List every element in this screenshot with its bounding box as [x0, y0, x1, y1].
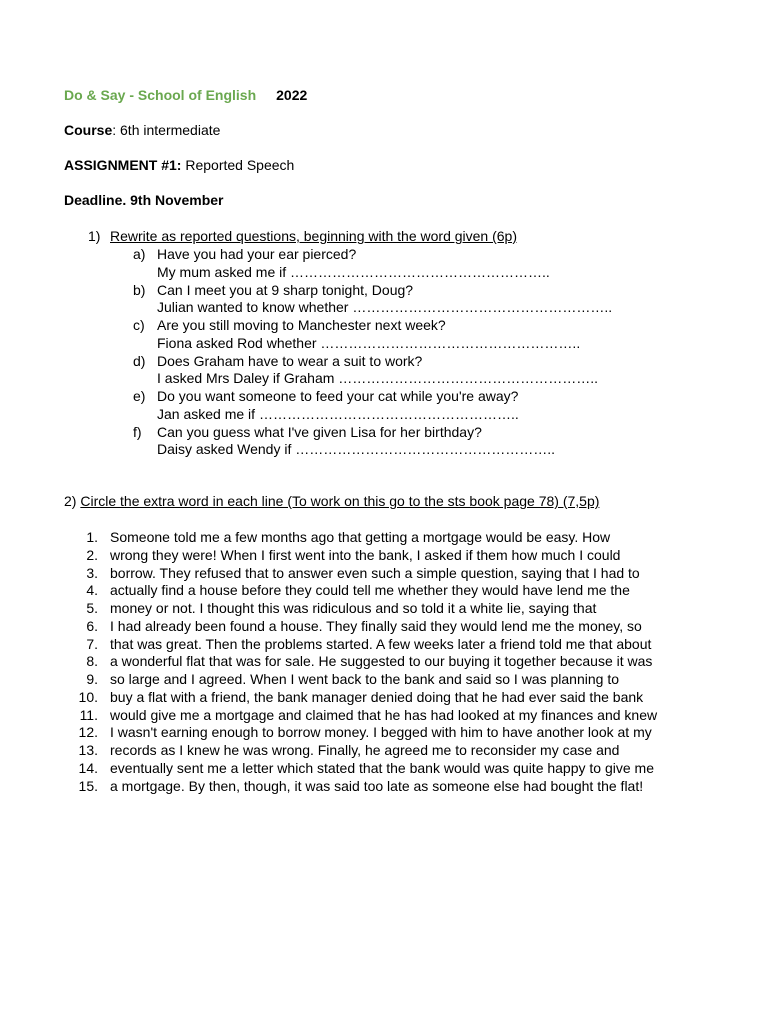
question-text: Are you still moving to Manchester next week? — [157, 317, 446, 333]
line-number: 15. — [78, 777, 98, 794]
assignment-label: ASSIGNMENT #1: — [64, 157, 182, 173]
line-text: buy a flat with a friend, the bank manager denied doing that he had ever said the bank — [110, 688, 644, 705]
line-number: 3. — [86, 564, 98, 581]
question-letter: c) — [133, 317, 145, 333]
line-text: I wasn't earning enough to borrow money. I begged with him to have another look at my — [110, 724, 652, 741]
course-line — [64, 122, 220, 139]
assignment-value: Reported Speech — [181, 157, 295, 173]
line-number: 13. — [78, 742, 98, 758]
header-line — [64, 87, 307, 104]
line-text: I had already been found a house. They finally said they would lend me the money, so — [110, 617, 642, 634]
line-number: 10. — [78, 688, 98, 705]
section1-title: Rewrite as reported questions, beginning with the word given (6p) — [110, 228, 518, 244]
line-number: 14. — [78, 759, 98, 776]
question-text: Have you had your ear pierced? — [157, 246, 357, 262]
line-number: 7. — [86, 635, 98, 652]
question-text: Does Graham have to wear a suit to work? — [157, 352, 423, 369]
answer-prompt[interactable]: Julian wanted to know whether ……………………………………………….. — [157, 299, 613, 315]
line-text: actually find a house before they could tell me whether they would have lend me the — [110, 582, 630, 599]
question-letter: b) — [133, 281, 146, 298]
year: 2022 — [276, 87, 308, 103]
line-text: wrong they were! When I first went into the bank, I asked if them how much I could — [110, 546, 621, 563]
course-value: : 6th intermediate — [112, 122, 221, 138]
question-text: Do you want someone to feed your cat while you're away? — [157, 388, 519, 404]
section2-title: Circle the extra word in each line (To work on this go to the sts book page 78) (7,5p) — [80, 493, 600, 509]
question-letter: d) — [133, 352, 146, 369]
school-name: Do & Say - School of English — [64, 87, 257, 103]
question-letter: f) — [133, 423, 142, 440]
line-text: money or not. I thought this was ridiculous and so told it a white lie, saying that — [110, 600, 597, 616]
question-letter: e) — [133, 388, 146, 404]
section2-number: 2) — [64, 493, 77, 509]
line-number: 9. — [86, 671, 98, 687]
line-number: 12. — [78, 724, 98, 741]
line-number: 6. — [86, 617, 98, 634]
line-number: 4. — [86, 582, 98, 599]
question-text: Can I meet you at 9 sharp tonight, Doug? — [157, 281, 414, 298]
course-label: Course — [64, 122, 113, 138]
answer-prompt[interactable]: I asked Mrs Daley if Graham ……………………………………………….. — [157, 370, 599, 386]
line-text: a mortgage. By then, though, it was said too late as someone else had bought the flat! — [110, 777, 644, 794]
answer-prompt[interactable]: Fiona asked Rod whether ……………………………………………….. — [157, 334, 581, 351]
section1-number: 1) — [88, 228, 101, 244]
section2-heading — [64, 493, 599, 510]
answer-prompt[interactable]: My mum asked me if ……………………………………………….. — [157, 263, 550, 280]
line-text: Someone told me a few months ago that getting a mortgage would be easy. How — [110, 529, 611, 545]
line-number: 2. — [86, 546, 98, 563]
deadline: Deadline. 9th November — [64, 192, 224, 208]
line-text: a wonderful flat that was for sale. He suggested to our buying it together because it was — [110, 653, 653, 670]
assignment-line — [64, 157, 294, 174]
answer-prompt[interactable]: Jan asked me if ……………………………………………….. — [157, 405, 519, 422]
line-text: that was great. Then the problems started. A few weeks later a friend told me that about — [110, 635, 652, 652]
line-text: eventually sent me a letter which stated that the bank would was quite happy to give me — [110, 759, 654, 776]
line-text: records as I knew he was wrong. Finally, he agreed me to reconsider my case and — [110, 742, 620, 758]
question-letter: a) — [133, 246, 146, 262]
line-number: 11. — [79, 706, 98, 723]
line-text: would give me a mortgage and claimed that he has had looked at my finances and knew — [110, 706, 658, 723]
answer-prompt[interactable]: Daisy asked Wendy if ……………………………………………….. — [157, 441, 556, 457]
line-number: 5. — [86, 600, 98, 616]
line-number: 1. — [86, 529, 98, 545]
line-number: 8. — [86, 653, 98, 670]
line-text: so large and I agreed. When I went back to the bank and said so I was planning to — [110, 671, 619, 687]
question-text: Can you guess what I've given Lisa for her birthday? — [157, 423, 482, 440]
line-text: borrow. They refused that to answer even such a simple question, saying that I had to — [110, 564, 640, 581]
